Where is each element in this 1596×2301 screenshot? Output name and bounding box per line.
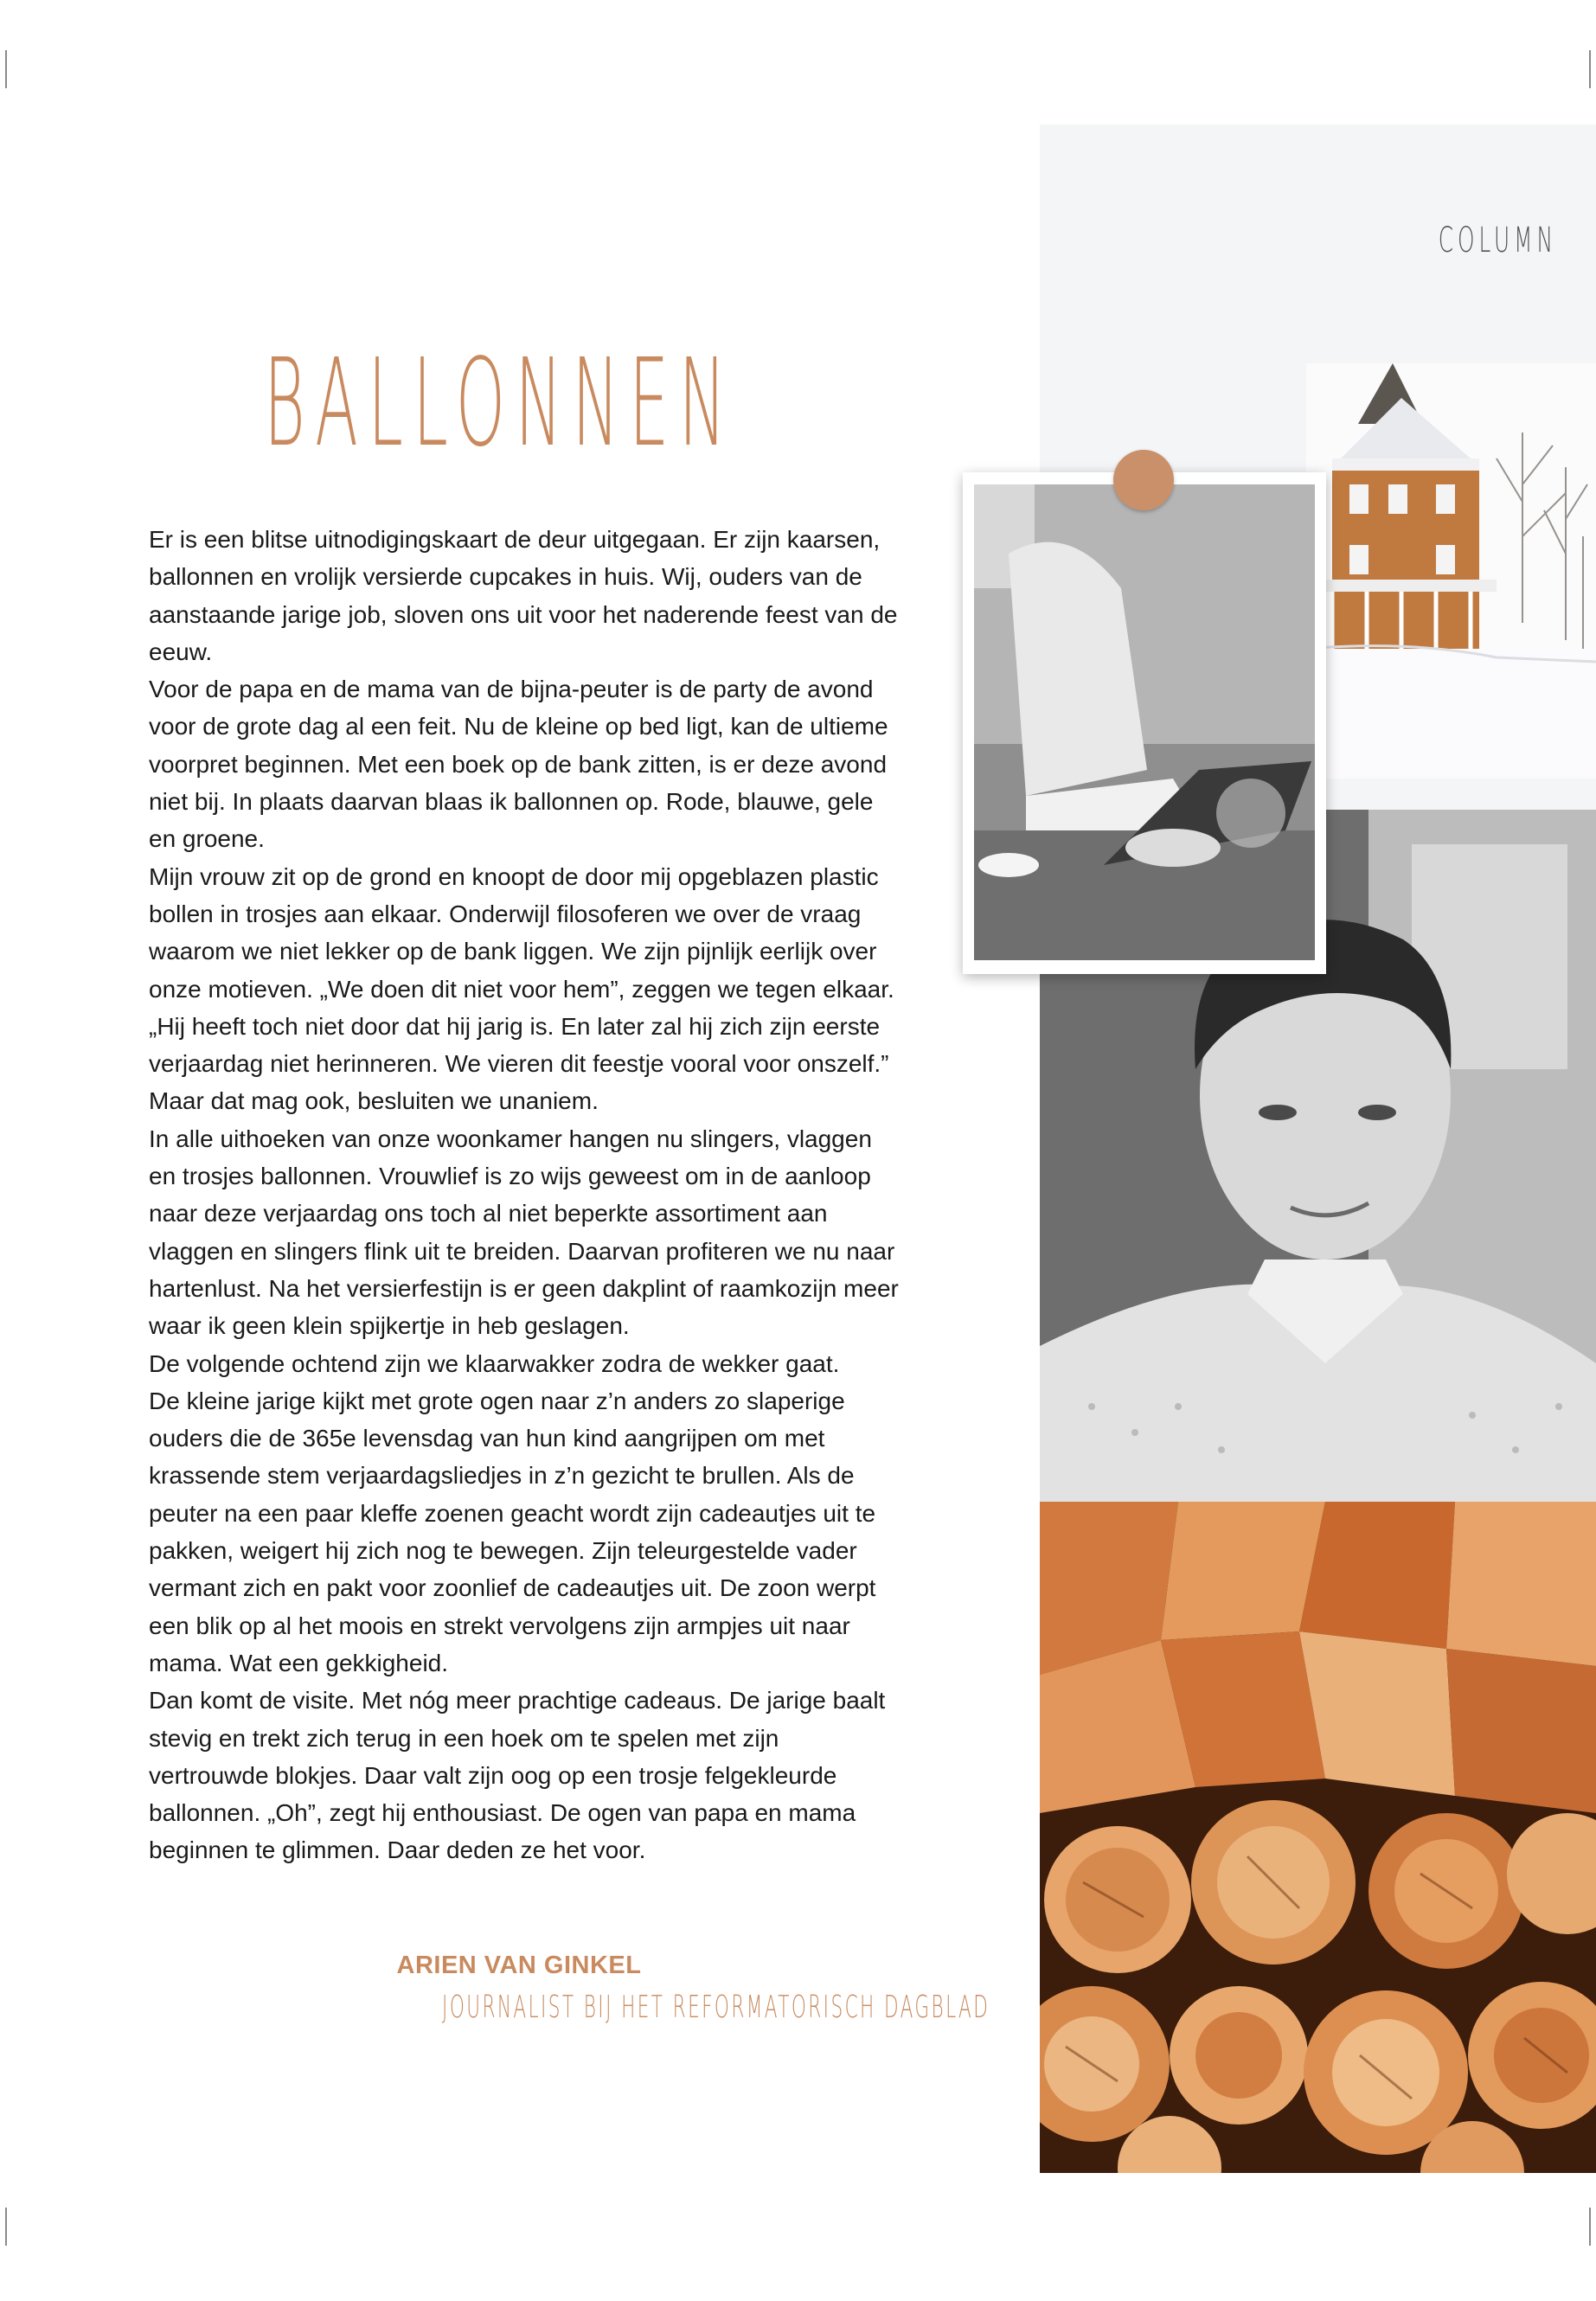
author-name: ARIEN VAN GINKEL: [396, 1952, 642, 1979]
crop-mark-bottom-right: [1589, 2208, 1591, 2246]
paragraph: Mijn vrouw zit op de grond en knoopt de door mij opgeblazen plastic bollen in trosjes aan elkaar. Onderwijl filosoferen we over de vraag waarom we niet lekker op de bank liggen. We zijn pijnlijk eerlijk over onze motieven. „We doen dit niet voor hem”, zeggen we tegen elkaar. „Hij heeft toch niet door dat hij jarig is. En later zal hij zich zijn eerste verjaardag niet herinneren. We vieren dit feestje vooral voor onszelf.” Maar dat mag ook, besluiten we unaniem.: [149, 862, 894, 1115]
laptop-hands-photo: [963, 472, 1326, 974]
firewood-stack-photo: [1040, 1502, 1596, 2173]
paragraph: De volgende ochtend zijn we klaarwakker zodra de wekker gaat.: [149, 1349, 840, 1377]
paragraph: Voor de papa en de mama van de bijna-peuter is de party de avond voor de grote dag al een feit. Nu de kleine op bed ligt, kan de ultieme voorpret beginnen. Met een boek op de bank zitten, is er deze avond niet bij. In plaats daarvan blaas ik ballonnen op. Rode, blauwe, gele en groene.: [149, 676, 888, 853]
paragraph: Dan komt de visite. Met nóg meer prachtige cadeaus. De jarige baalt stevig en trekt zich terug in een hoek om te spelen met zijn vertrouwde blokjes. Daar valt zijn oog op een trosje felgekleurde ballonnen. „Oh”, zegt hij enthousiast. De ogen van papa en mama beginnen te glimmen. Daar deden ze het voor.: [149, 1687, 886, 1864]
paragraph: In alle uithoeken van onze woonkamer hangen nu slingers, vlaggen en trosjes ballonnen. Vrouwlief is zo wijs geweest om in de aanloop naar deze verjaardag ons toch al niet beperkte assortiment aan vlaggen en slingers flink uit te breiden. Daarvan profiteren we nu naar hartenlust. Na het versierfestijn is er geen dakplint of raamkozijn meer waar ik geen klein spijkertje in heb geslagen.: [149, 1125, 899, 1340]
snowy-house-photo: [1306, 363, 1596, 779]
article-title: BALLONNEN: [264, 333, 736, 474]
crop-mark-bottom-left: [5, 2208, 7, 2246]
crop-mark-top-right: [1589, 50, 1591, 88]
paragraph: Er is een blitse uitnodigingskaart de deur uitgegaan. Er zijn kaarsen, ballonnen en vrolijk versierde cupcakes in huis. Wij, ouders van de aanstaande jarige job, sloven ons uit voor het naderende feest van de eeuw.: [149, 526, 898, 665]
section-label: COLUMN: [1438, 221, 1557, 260]
author-role-text: JOURNALIST BIJ HET REFORMATORISCH DAGBLAD: [442, 1990, 990, 2025]
paragraph: De kleine jarige kijkt met grote ogen naar z’n anders zo slaperige ouders die de 365e levensdag van hun kind aangrijpen om met krassende stem verjaardagsliedjes in z’n gezicht te brullen. Als de peuter na een paar kleffe zoenen geacht wordt zijn cadeautjes uit te pakken, weigert hij zich nog te bewegen. Zijn teleurgestelde vader vermant zich en pakt voor zoonlief de cadeautjes uit. De zoon werpt een blik op al het moois en strekt vervolgens zijn armpjes uit naar mama. Wat een gekkigheid.: [149, 1387, 876, 1676]
article-body: [149, 521, 901, 1869]
author-role: [260, 1990, 990, 2025]
pin-icon: [1113, 450, 1174, 510]
crop-mark-top-left: [5, 50, 7, 88]
